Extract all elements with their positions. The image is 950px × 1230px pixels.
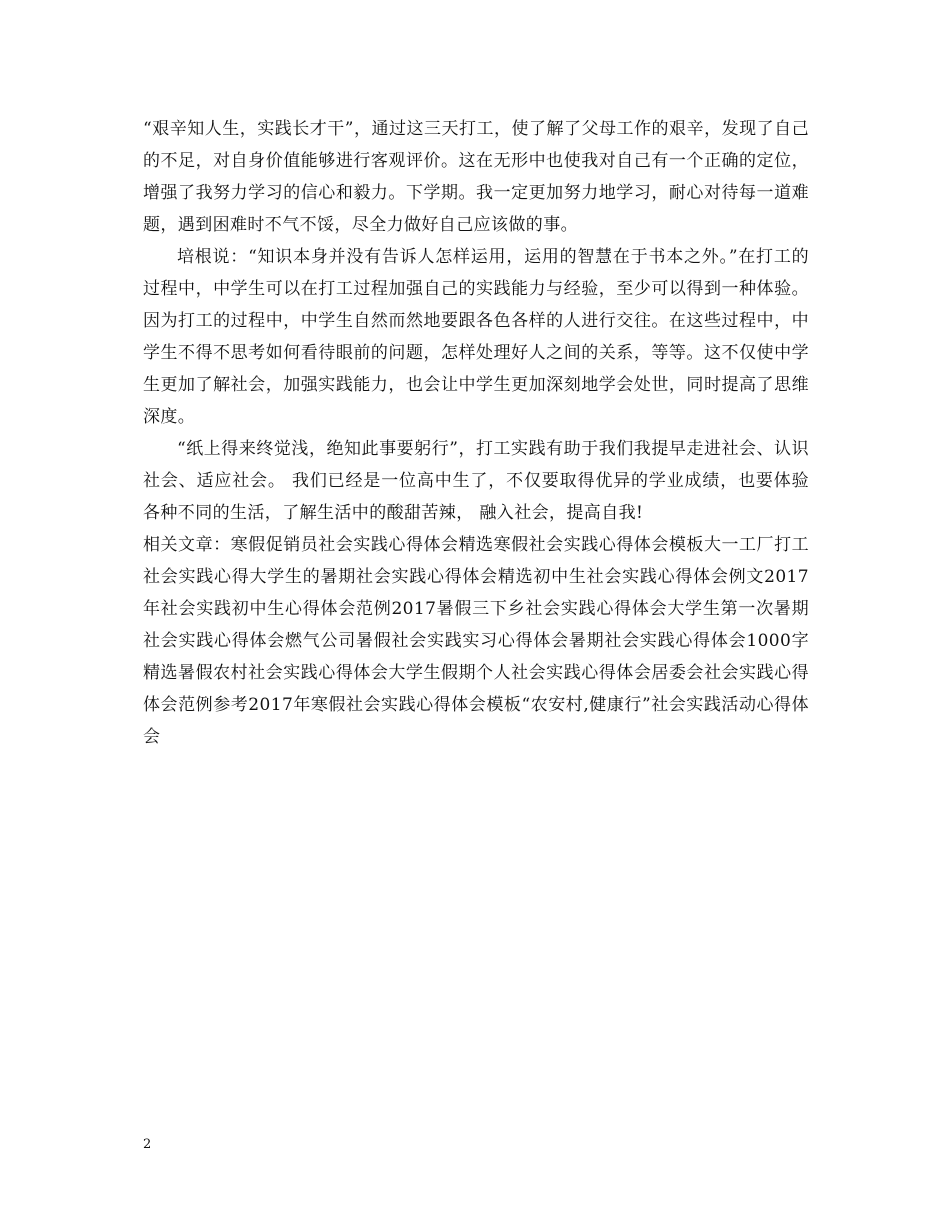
paragraph-related-articles: 相关文章：寒假促销员社会实践心得体会精选寒假社会实践心得体会模板大一工厂打工社会实践心得大学生的暑期社会实践心得体会精选初中生社会实践心得体会例文2017年社会实践初中生心得体会范例2017暑假三下乡社会实践心得体会大学生第一次暑期社会实践心得体会燃气公司暑假社会实践实习心得体会暑期社会实践心得体会1000字精选暑假农村社会实践心得体会大学生假期个人社会实践心得体会居委会社会实践心得体会范例参考2017年寒假社会实践心得体会模板“农安村,健康行”社会实践活动心得体会 [143,535,809,747]
paragraph-bacon-quote: 培根说：“知识本身并没有告诉人怎样运用，运用的智慧在于书本之外。”在打工的过程中，中学生可以在打工过程加强自己的实践能力与经验，至少可以得到一种体验。因为打工的过程中，中学生自然而然地要跟各色各样的人进行交往。在这些过程中，中学生不得不思考如何看待眼前的问题，怎样处理好人之间的关系，等等。这不仅使中学生更加了解社会，加强实践能力，也会让中学生更加深刻地学会处世，同时提高了思维深度。 [143,247,809,427]
document-body [143,113,809,753]
page-number: 2 [143,1137,152,1152]
paragraph-hardship-reflection: “艰辛知人生，实践长才干”，通过这三天打工，使了解了父母工作的艰辛，发现了自己的不足，对自身价值能够进行客观评价。这在无形中也使我对自己有一个正确的定位，增强了我努力学习的信心和毅力。下学期。我一定更加努力地学习，耐心对待每一道难题，遇到困难时不气不馁，尽全力做好自己应该做的事。 [143,119,809,235]
paragraph-practice-conclusion: “纸上得来终觉浅，绝知此事要躬行”，打工实践有助于我们我提早走进社会、认识社会、适应社会。 我们已经是一位高中生了，不仅要取得优异的学业成绩，也要体验各种不同的生活，了解生活中的酸甜苦辣， 融入社会，提高自我! [143,439,809,523]
